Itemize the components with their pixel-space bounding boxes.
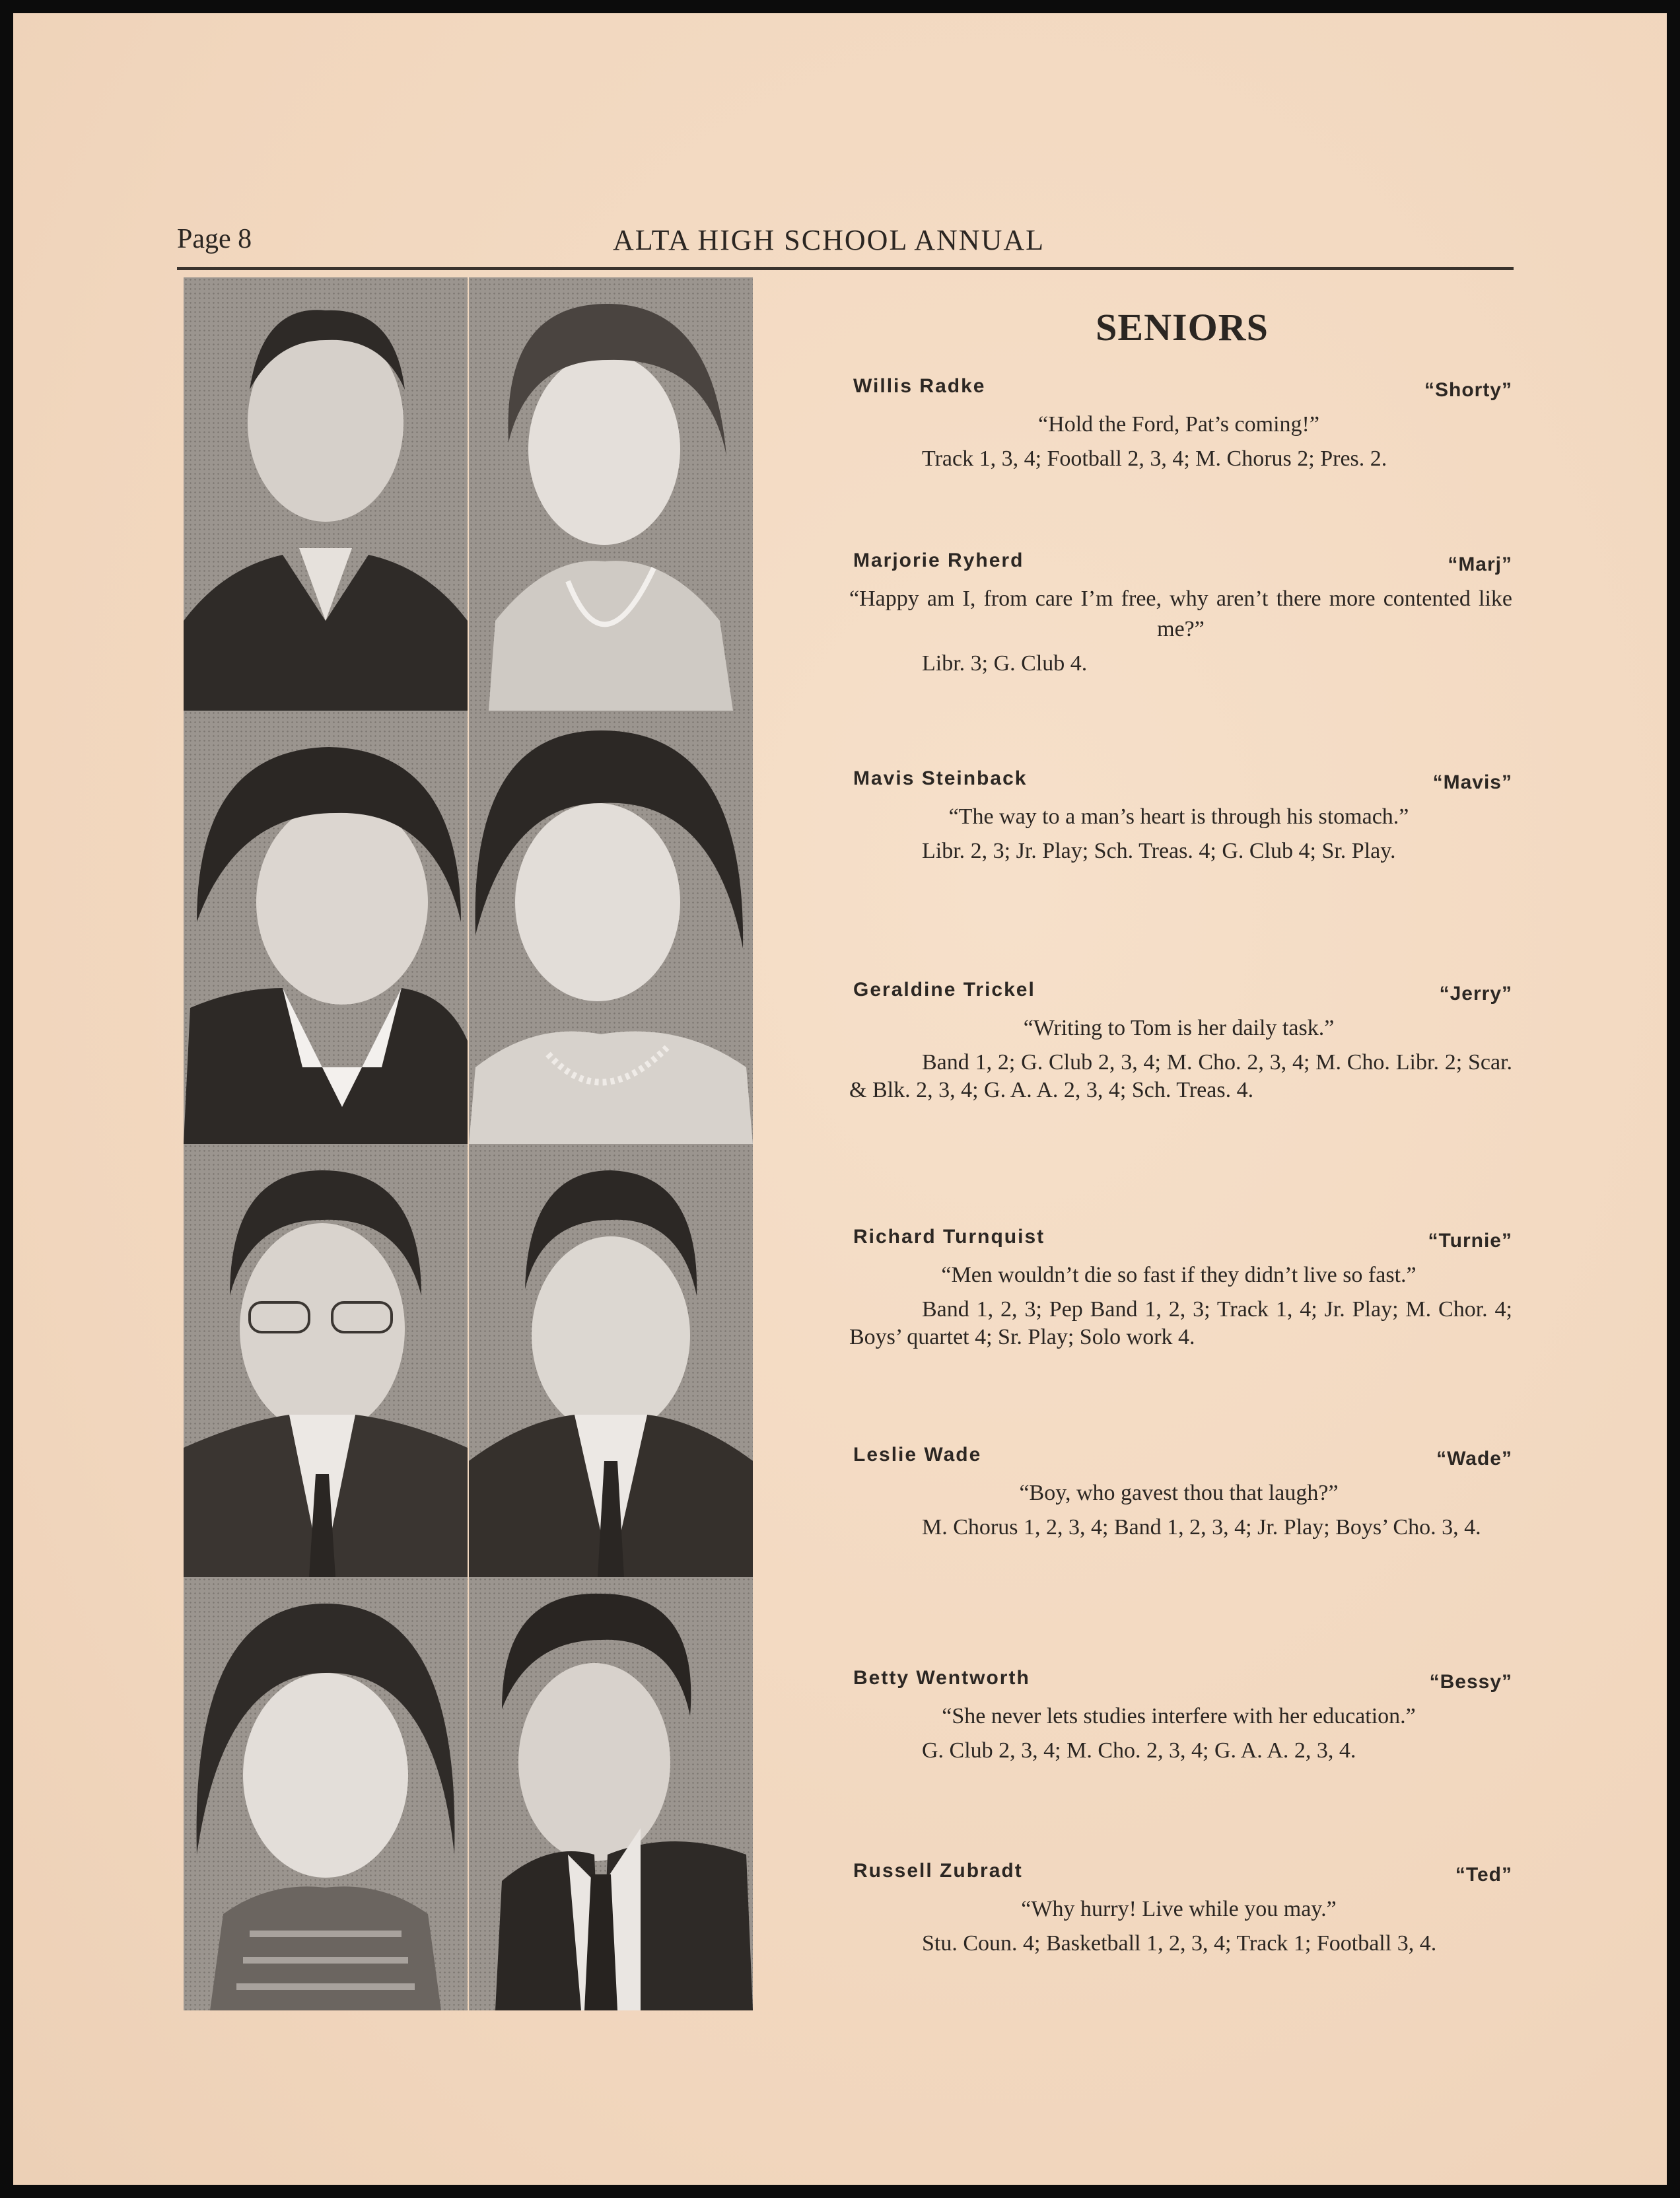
page-number: Page 8 bbox=[177, 224, 252, 254]
senior-activities: Track 1, 3, 4; Football 2, 3, 4; M. Chorus 2; Pres. 2. bbox=[922, 446, 1387, 471]
portrait-photo bbox=[184, 277, 468, 711]
senior-quote: “Men wouldn’t die so fast if they didn’t live so fast.” bbox=[941, 1263, 1417, 1287]
senior-nickname: “Jerry” bbox=[1439, 983, 1512, 1005]
senior-quote: “Writing to Tom is her daily task.” bbox=[1023, 1016, 1335, 1040]
senior-name: Russell Zubradt bbox=[853, 1860, 1023, 1882]
senior-entry bbox=[845, 979, 1512, 1104]
senior-name: Betty Wentworth bbox=[853, 1667, 1030, 1689]
senior-activities: Band 1, 2; G. Club 2, 3, 4; M. Cho. 2, 3, 4; M. Cho. Libr. 2; Scar. & Blk. 2, 3, 4; G. A. A. 2, 3, 4; Sch. Treas. 4. bbox=[849, 1050, 1512, 1102]
senior-activities: Stu. Coun. 4; Basketball 1, 2, 3, 4; Track 1; Football 3, 4. bbox=[922, 1931, 1437, 1956]
senior-name: Marjorie Ryherd bbox=[853, 550, 1024, 571]
page-header bbox=[177, 219, 1514, 270]
portrait-grid bbox=[184, 277, 765, 2028]
senior-activities: Libr. 2, 3; Jr. Play; Sch. Treas. 4; G. Club 4; Sr. Play. bbox=[922, 839, 1396, 863]
senior-entry bbox=[845, 375, 1512, 473]
portrait-photo bbox=[469, 711, 753, 1144]
senior-entry bbox=[845, 550, 1512, 678]
senior-quote: “Happy am I, from care I’m free, why aren’t there more contented like me?” bbox=[849, 586, 1512, 641]
section-title: SENIORS bbox=[1096, 306, 1269, 349]
senior-name: Willis Radke bbox=[853, 375, 986, 397]
senior-activities: Band 1, 2, 3; Pep Band 1, 2, 3; Track 1, 4; Jr. Play; M. Chor. 4; Boys’ quartet 4; Sr. Play; Solo work 4. bbox=[849, 1297, 1512, 1349]
senior-name: Mavis Steinback bbox=[853, 767, 1028, 789]
senior-entry bbox=[845, 1226, 1512, 1351]
senior-nickname: “Turnie” bbox=[1428, 1230, 1512, 1252]
senior-activities: M. Chorus 1, 2, 3, 4; Band 1, 2, 3, 4; Jr. Play; Boys’ Cho. 3, 4. bbox=[922, 1515, 1481, 1540]
senior-nickname: “Bessy” bbox=[1429, 1671, 1512, 1693]
senior-activities: G. Club 2, 3, 4; M. Cho. 2, 3, 4; G. A. A. 2, 3, 4. bbox=[922, 1738, 1356, 1763]
senior-name: Geraldine Trickel bbox=[853, 979, 1035, 1001]
portrait-photo bbox=[184, 1144, 468, 1577]
annual-title: ALTA HIGH SCHOOL ANNUAL bbox=[613, 224, 1045, 256]
senior-quote: “The way to a man’s heart is through his stomach.” bbox=[948, 804, 1409, 829]
senior-entry bbox=[845, 1667, 1512, 1765]
senior-quote: “Hold the Ford, Pat’s coming!” bbox=[1038, 412, 1319, 437]
senior-nickname: “Marj” bbox=[1448, 553, 1512, 575]
senior-entry bbox=[845, 767, 1512, 865]
senior-quote: “Why hurry! Live while you may.” bbox=[1021, 1897, 1337, 1921]
senior-name: Richard Turnquist bbox=[853, 1226, 1045, 1248]
senior-activities: Libr. 3; G. Club 4. bbox=[922, 651, 1088, 676]
portrait-photo bbox=[469, 1577, 753, 2010]
yearbook-page bbox=[13, 13, 1667, 2185]
senior-quote: “She never lets studies interfere with her education.” bbox=[942, 1704, 1416, 1728]
senior-name: Leslie Wade bbox=[853, 1444, 982, 1466]
senior-nickname: “Mavis” bbox=[1432, 771, 1512, 793]
portrait-photo bbox=[184, 1577, 468, 2010]
senior-nickname: “Wade” bbox=[1436, 1448, 1512, 1470]
senior-entry bbox=[845, 1860, 1512, 1958]
senior-quote: “Boy, who gavest thou that laugh?” bbox=[1019, 1481, 1339, 1505]
portrait-photo bbox=[469, 1144, 753, 1577]
senior-nickname: “Shorty” bbox=[1424, 379, 1512, 401]
senior-entry bbox=[845, 1444, 1512, 1542]
portrait-photo bbox=[469, 277, 753, 711]
senior-nickname: “Ted” bbox=[1455, 1864, 1512, 1886]
portrait-photo bbox=[184, 711, 468, 1144]
